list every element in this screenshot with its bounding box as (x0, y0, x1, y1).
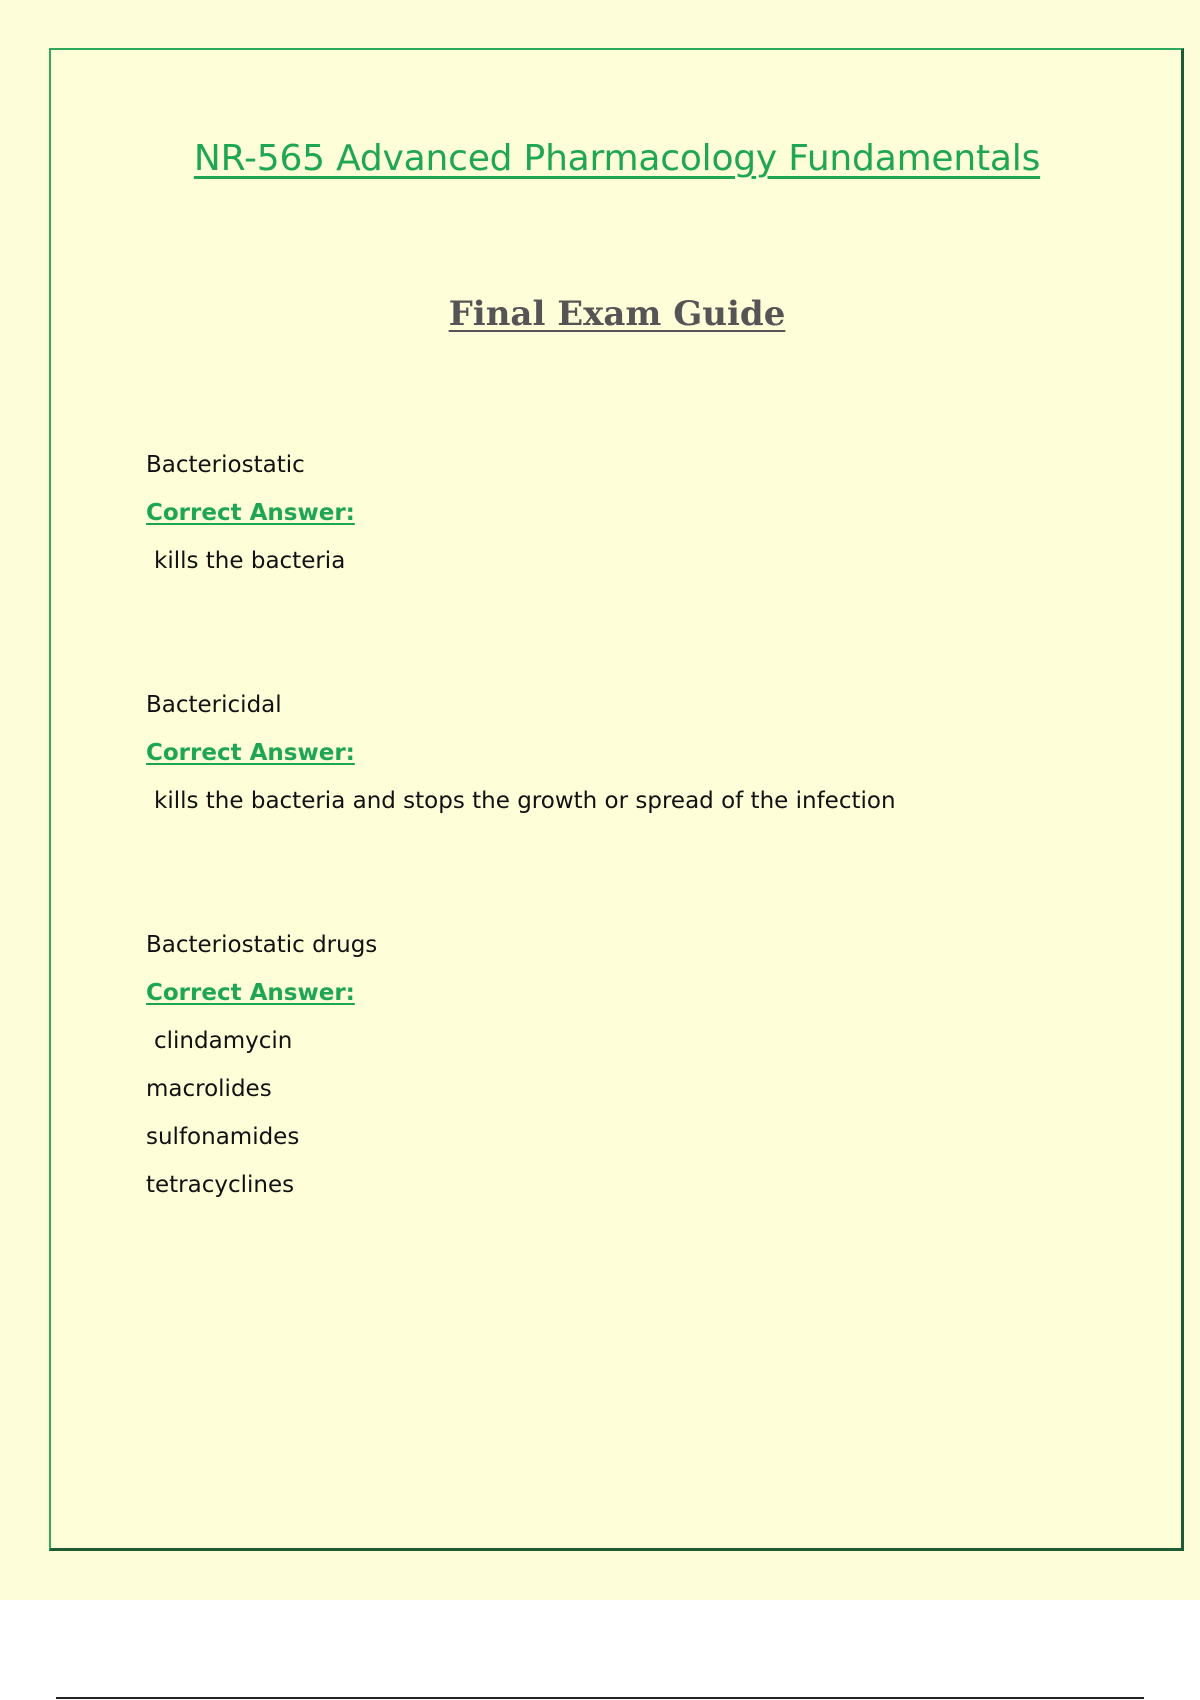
answer-text: macrolides (146, 1076, 272, 1102)
answer-text: clindamycin (154, 1028, 293, 1054)
answer-text: tetracyclines (146, 1172, 295, 1198)
document-title: NR-565 Advanced Pharmacology Fundamentals (193, 138, 1041, 179)
question-text: Bacteriostatic (146, 452, 305, 478)
correct-answer-label: Correct Answer: (146, 500, 355, 526)
qa-item-bacteriostatic (146, 450, 355, 594)
correct-answer-label: Correct Answer: (146, 740, 355, 766)
document-subtitle: Final Exam Guide (448, 294, 786, 334)
answer-text: kills the bacteria (154, 548, 346, 574)
answer-text: kills the bacteria and stops the growth or spread of the infection (154, 788, 896, 814)
footer-divider (56, 1697, 1144, 1699)
correct-answer-label: Correct Answer: (146, 980, 355, 1006)
question-text: Bacteriostatic drugs (146, 932, 378, 958)
answer-text: sulfonamides (146, 1124, 300, 1150)
qa-item-bactericidal (146, 690, 896, 834)
qa-item-bacteriostatic-drugs (146, 930, 377, 1218)
question-text: Bactericidal (146, 692, 282, 718)
